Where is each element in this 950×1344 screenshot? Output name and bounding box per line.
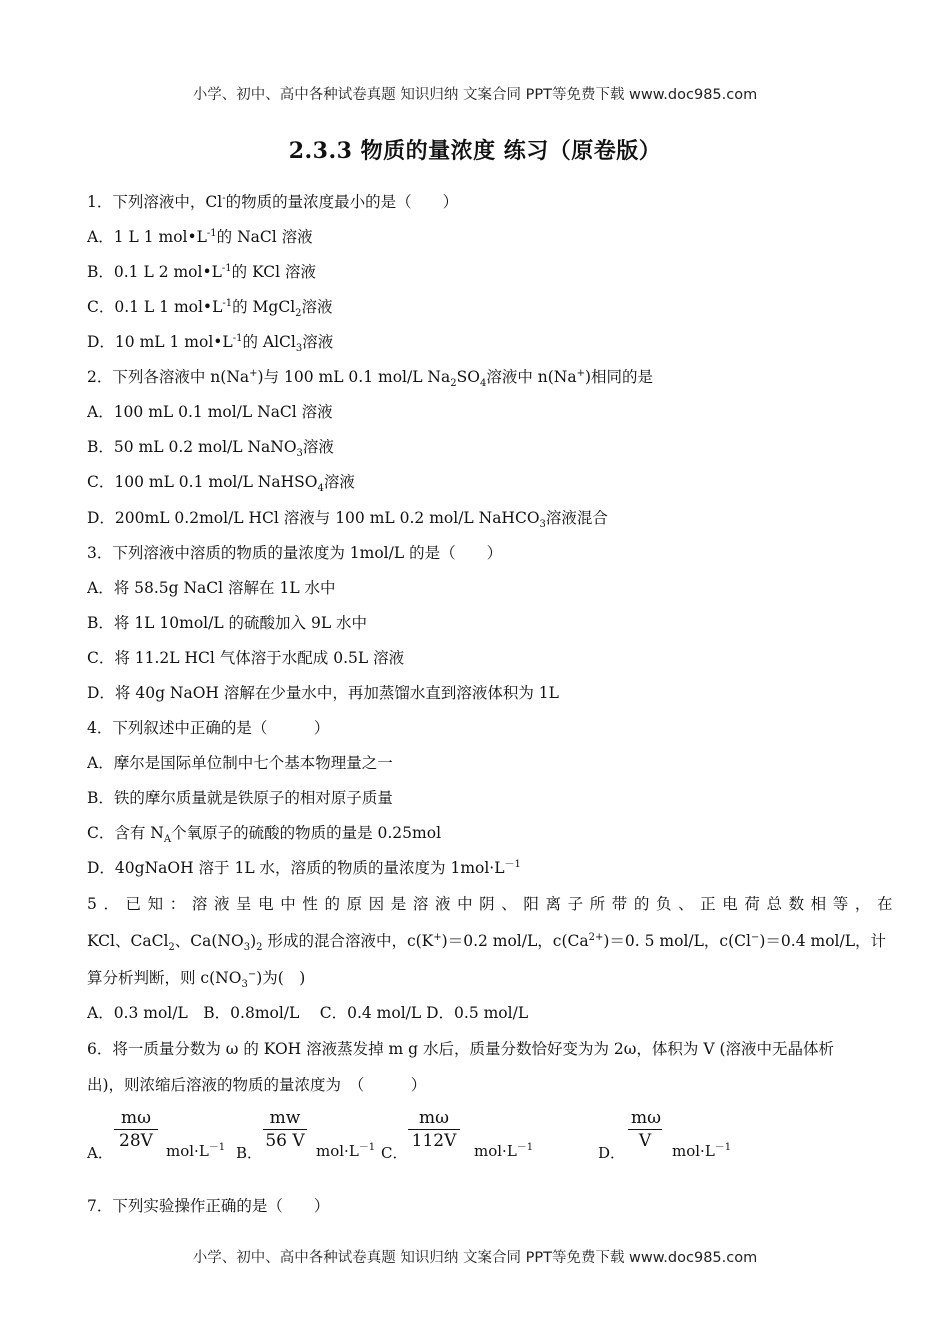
- question-5-stem-line-2: KCl、CaCl$_2$、$Ca(NO_3)_2$ 形成的混合溶液中，c(K+)＝0.2 mol/L，$c(Ca^{2+})=0$. 5 mol/L，c(Cl−)＝0.4 mol/L，计: [87, 931, 887, 954]
- question-1-option-b: B．0.1 L 2 $mol•L^{-1}$的 KCl 溶液: [87, 262, 316, 281]
- question-6-option-b-label: B．: [236, 1144, 263, 1162]
- question-2-stem: 2．下列各溶液中 n(Na+)与 100 mL 0.1 mol/L $Na_2SO_4$溶液中 n(Na+)相同的是: [87, 367, 654, 390]
- question-3-option-b: B．将 1L 10mol/L 的硫酸加入 9L 水中: [87, 614, 368, 632]
- fraction-denominator: 56 V: [265, 1131, 305, 1151]
- question-6-stem-line-2: 出)，则浓缩后溶液的物质的量浓度为 （ ）: [87, 1076, 427, 1094]
- question-1-option-a: A．1 L 1 $mol•L^{-1}$的 NaCl 溶液: [87, 227, 313, 246]
- question-2-option-a: A．100 mL 0.1 mol/L NaCl 溶液: [87, 403, 333, 421]
- question-6-option-a-label: A．: [87, 1144, 113, 1162]
- question-5-stem-line-3: 算分析判断，则 $c(NO_3^-)$为( ): [87, 968, 306, 991]
- question-5-options: A．0.3 mol/L B．0.8mol/L C．0.4 mol/L D．0.5 mol/L: [87, 1004, 529, 1022]
- fraction-numerator: mω: [114, 1108, 158, 1130]
- fraction-numerator: mω: [628, 1108, 662, 1130]
- fraction-denominator: 28V: [119, 1131, 153, 1151]
- question-6-option-b-unit: $mol\cdot L^{-1}$: [316, 1142, 376, 1160]
- question-6-option-d-fraction: [628, 1108, 662, 1151]
- question-5-stem-line-1: 5．已知：溶液呈电中性的原因是溶液中阴、阳离子所带的负、正电荷总数相等，在: [87, 895, 900, 913]
- question-6-option-c-label: C．: [381, 1144, 408, 1162]
- question-2-option-b: B．50 mL 0.2 mol/L NaNO$_3$溶液: [87, 438, 334, 460]
- question-7-stem: 7．下列实验操作正确的是（ ）: [87, 1197, 330, 1215]
- question-1-option-c: C．0.1 L 1 $mol•L^{-1}$的 MgCl$_2$溶液: [87, 297, 333, 320]
- fraction-numerator: mω: [408, 1108, 460, 1130]
- question-1-option-d: D．10 mL 1 $mol•L^{-1}$的 AlCl$_3$溶液: [87, 332, 334, 355]
- question-6-option-c-unit: $mol\cdot L^{-1}$: [474, 1142, 534, 1160]
- question-3-option-d: D．将 40g NaOH 溶解在少量水中，再加蒸馏水直到溶液体积为 1L: [87, 684, 559, 702]
- question-2-option-d: D．200mL 0.2mol/L HCl 溶液与 100 mL 0.2 mol/L NaHCO$_3$溶液混合: [87, 509, 608, 531]
- question-4-stem: 4．下列叙述中正确的是（ ）: [87, 719, 330, 737]
- question-6-option-a-unit: $mol\cdot L^{-1}$: [166, 1142, 226, 1160]
- question-6-option-b-fraction: [263, 1108, 307, 1151]
- question-6-option-a-fraction: [114, 1108, 158, 1151]
- page-title: 2.3.3 物质的量浓度 练习（原卷版）: [288, 138, 662, 164]
- question-3-option-a: A．将 58.5g NaCl 溶解在 1L 水中: [87, 579, 336, 597]
- question-2-option-c: C．100 mL 0.1 mol/L NaHSO$_4$溶液: [87, 473, 355, 495]
- question-4-option-d: D．40gNaOH 溶于 1L 水，溶质的物质的量浓度为 $1mol\cdot L^{-1}$: [87, 858, 521, 877]
- question-6-option-c-fraction: [408, 1108, 460, 1151]
- question-6-stem-line-1: 6．将一质量分数为 ω 的 KOH 溶液蒸发掉 m g 水后，质量分数恰好变为为 2ω，体积为 V (溶液中无晶体析: [87, 1040, 835, 1058]
- question-4-option-c: C．含有 $N_A$个氧原子的硫酸的物质的量是 0.25mol: [87, 824, 442, 846]
- question-4-option-b: B．铁的摩尔质量就是铁原子的相对原子质量: [87, 789, 393, 807]
- question-1-stem: 1．下列溶液中，Cl-的物质的量浓度最小的是（ ）: [87, 192, 459, 211]
- fraction-denominator: 112V: [411, 1131, 457, 1151]
- page-header: 小学、初中、高中各种试卷真题 知识归纳 文案合同 PPT等免费下载 www.doc985.com: [192, 87, 758, 103]
- fraction-numerator: mw: [263, 1108, 307, 1130]
- page-footer: 小学、初中、高中各种试卷真题 知识归纳 文案合同 PPT等免费下载 www.doc985.com: [192, 1250, 758, 1266]
- question-3-stem: 3．下列溶液中溶质的物质的量浓度为 1mol/L 的是（ ）: [87, 544, 503, 562]
- question-6-option-d-unit: $mol\cdot L^{-1}$: [672, 1142, 732, 1160]
- fraction-denominator: V: [638, 1131, 652, 1151]
- question-3-option-c: C．将 11.2L HCl 气体溶于水配成 0.5L 溶液: [87, 649, 405, 667]
- question-4-option-a: A．摩尔是国际单位制中七个基本物理量之一: [87, 754, 393, 772]
- question-6-option-d-label: D．: [598, 1144, 626, 1162]
